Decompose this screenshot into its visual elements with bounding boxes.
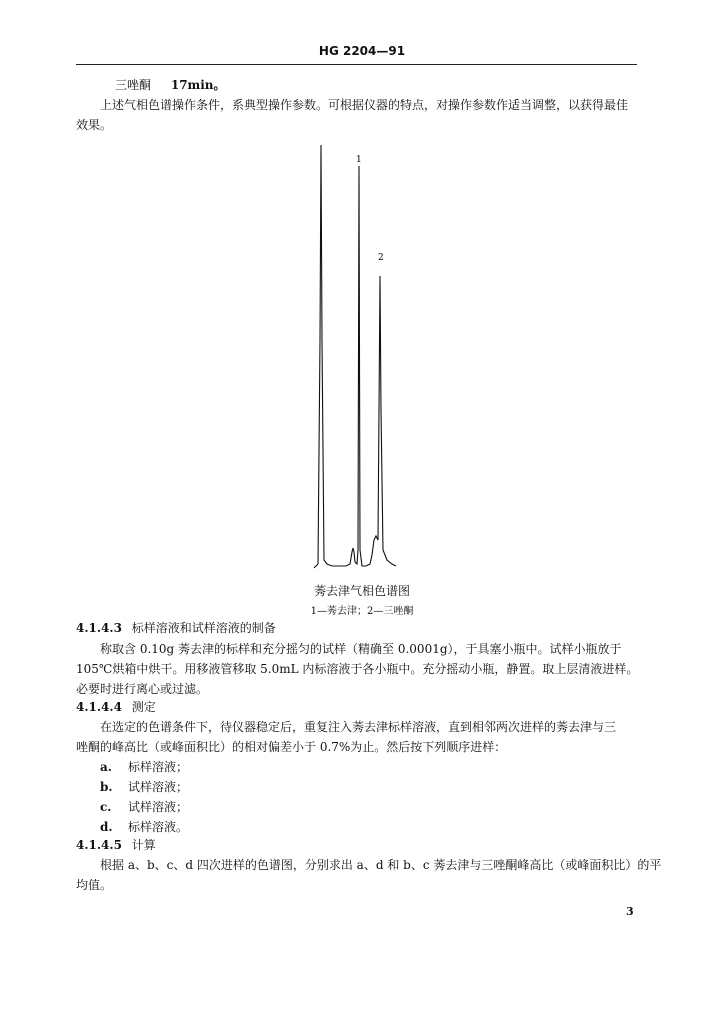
section-4143-line-1: 称取含 0.10g 莠去津的标样和充分摇匀的试样（精确至 0.0001g），于具塞小瓶中。试样小瓶放于 — [100, 642, 622, 656]
list-item: a. 标样溶液； — [100, 760, 189, 774]
section-4144-line-2: 唑酮的峰高比（或峰面积比）的相对偏差小于 0.7%为止。然后按下列顺序进样： — [76, 740, 507, 754]
chromatogram-trace — [314, 145, 396, 568]
section-4143-heading — [76, 620, 276, 636]
chromatogram — [300, 140, 420, 570]
section-4144-line-1: 在选定的色谱条件下，待仪器稳定后，重复注入莠去津标样溶液，直到相邻两次进样的莠去津与三 — [100, 720, 617, 734]
section-4143-line-3: 必要时进行离心或过滤。 — [76, 682, 209, 696]
section-number: 4.1.4.5 — [76, 838, 122, 852]
retention-time: 17min。 — [170, 78, 226, 92]
section-number: 4.1.4.4 — [76, 700, 122, 714]
peak-1-label: 1 — [356, 155, 362, 165]
figure-caption: 莠去津气相色谱图 — [313, 584, 410, 598]
intro-line-1 — [115, 77, 226, 93]
section-4145-line-1: 根据 a、b、c、d 四次进样的色谱图，分别求出 a、d 和 b、c 莠去津与三唑酮峰高比（或峰面积比）的平 — [100, 858, 662, 872]
section-4144-heading — [76, 699, 156, 715]
intro-paragraph-line-1: 上述气相色谱操作条件，系典型操作参数。可根据仪器的特点，对操作参数作适当调整，以获得最佳 — [100, 98, 629, 112]
intro-paragraph-line-2: 效果。 — [76, 118, 113, 132]
section-title: 测定 — [131, 700, 156, 714]
page-number: 3 — [626, 905, 634, 918]
figure-legend: 1—莠去津；2—三唑酮 — [310, 606, 414, 617]
list-item: d. 标样溶液。 — [100, 820, 189, 834]
peak-2-label: 2 — [378, 253, 384, 263]
list-item: b. 试样溶液； — [100, 780, 189, 794]
list-item: c. 试样溶液； — [100, 800, 189, 814]
section-4145-heading — [76, 837, 156, 853]
header-rule — [76, 64, 637, 65]
section-4145-line-2: 均值。 — [76, 878, 113, 892]
section-title: 计算 — [131, 838, 156, 852]
section-number: 4.1.4.3 — [76, 621, 122, 635]
section-4143-line-2: 105℃烘箱中烘干。用移液管移取 5.0mL 内标溶液于各小瓶中。充分摇动小瓶，静置。取上层清液进样。 — [76, 662, 639, 676]
section-title: 标样溶液和试样溶液的制备 — [131, 621, 276, 635]
standard-code-header: HG 2204—91 — [318, 44, 406, 58]
triadimefon-label: 三唑酮 — [115, 78, 152, 92]
